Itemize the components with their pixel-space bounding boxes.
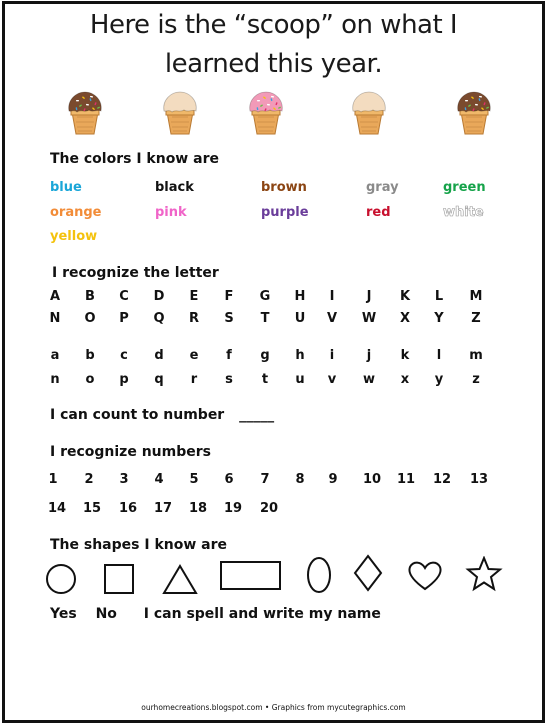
number-5: 5 bbox=[189, 472, 199, 487]
letter-lower-j: j bbox=[366, 348, 372, 363]
square-icon bbox=[102, 562, 136, 596]
number-10: 10 bbox=[362, 472, 382, 487]
color-word-brown: brown bbox=[261, 180, 307, 195]
number-3: 3 bbox=[119, 472, 129, 487]
shapes-heading: The shapes I know are bbox=[50, 537, 227, 553]
letter-lower-o: o bbox=[85, 372, 95, 387]
number-18: 18 bbox=[188, 501, 208, 516]
letter-lower-s: s bbox=[225, 372, 233, 387]
letter-lower-d: d bbox=[154, 348, 164, 363]
letter-lower-x: x bbox=[400, 372, 410, 387]
letter-upper-a: A bbox=[49, 289, 61, 304]
letter-lower-h: h bbox=[295, 348, 305, 363]
letter-lower-a: a bbox=[50, 348, 60, 363]
color-word-purple: purple bbox=[261, 205, 309, 220]
letter-upper-i: I bbox=[329, 289, 335, 304]
number-2: 2 bbox=[84, 472, 94, 487]
footer-credit: ourhomecreations.blogspot.com • Graphics from mycutegraphics.com bbox=[141, 703, 406, 712]
letter-upper-o: O bbox=[84, 311, 96, 326]
triangle-icon bbox=[161, 562, 199, 596]
letter-lower-k: k bbox=[400, 348, 410, 363]
number-14: 14 bbox=[47, 501, 67, 516]
letter-upper-j: J bbox=[366, 289, 372, 304]
letter-lower-z: z bbox=[472, 372, 480, 387]
number-20: 20 bbox=[259, 501, 279, 516]
number-4: 4 bbox=[154, 472, 164, 487]
letter-upper-p: P bbox=[119, 311, 129, 326]
letter-lower-t: t bbox=[261, 372, 269, 387]
vanilla-ice-cream-cone-icon bbox=[159, 90, 201, 136]
letter-lower-c: c bbox=[120, 348, 128, 363]
letter-lower-y: y bbox=[434, 372, 444, 387]
chocolate-sprinkle-ice-cream-cone-icon bbox=[64, 90, 106, 136]
letter-upper-e: E bbox=[189, 289, 199, 304]
letter-upper-l: L bbox=[434, 289, 444, 304]
letter-lower-p: p bbox=[119, 372, 129, 387]
color-word-green: green bbox=[443, 180, 486, 195]
color-word-gray: gray bbox=[366, 180, 399, 195]
letter-upper-q: Q bbox=[153, 311, 165, 326]
letter-upper-h: H bbox=[294, 289, 306, 304]
letter-upper-y: Y bbox=[434, 311, 444, 326]
letter-lower-l: l bbox=[436, 348, 442, 363]
number-12: 12 bbox=[432, 472, 452, 487]
number-16: 16 bbox=[118, 501, 138, 516]
color-word-black: black bbox=[155, 180, 194, 195]
diamond-icon bbox=[352, 554, 384, 592]
letter-upper-w: W bbox=[361, 311, 377, 326]
heart-icon bbox=[406, 560, 444, 592]
letter-upper-r: R bbox=[188, 311, 199, 326]
chocolate-sprinkle-ice-cream-cone-icon bbox=[453, 90, 495, 136]
letter-upper-k: K bbox=[399, 289, 411, 304]
letter-lower-g: g bbox=[260, 348, 270, 363]
color-word-red: red bbox=[366, 205, 391, 220]
name-skill-label: I can spell and write my name bbox=[143, 606, 381, 622]
letter-lower-q: q bbox=[154, 372, 164, 387]
number-19: 19 bbox=[223, 501, 243, 516]
letter-lower-e: e bbox=[189, 348, 199, 363]
worksheet-title-line-1: Here is the “scoop” on what I bbox=[89, 10, 458, 40]
letter-upper-g: G bbox=[259, 289, 271, 304]
number-11: 11 bbox=[396, 472, 416, 487]
letter-upper-b: B bbox=[85, 289, 95, 304]
pink-sprinkle-ice-cream-cone-icon bbox=[245, 90, 287, 136]
color-word-pink: pink bbox=[155, 205, 187, 220]
yes-option: Yes bbox=[50, 606, 77, 622]
letter-upper-s: S bbox=[224, 311, 234, 326]
number-8: 8 bbox=[295, 472, 305, 487]
number-7: 7 bbox=[260, 472, 270, 487]
circle-icon bbox=[44, 562, 78, 596]
number-9: 9 bbox=[328, 472, 338, 487]
number-6: 6 bbox=[224, 472, 234, 487]
count-blank: _____ bbox=[239, 407, 275, 423]
count-label bbox=[50, 407, 274, 423]
letter-upper-m: M bbox=[469, 289, 483, 304]
letter-upper-n: N bbox=[49, 311, 61, 326]
rectangle-icon bbox=[219, 560, 283, 592]
letter-lower-b: b bbox=[85, 348, 95, 363]
letter-upper-t: T bbox=[260, 311, 270, 326]
color-word-white: white bbox=[443, 205, 484, 220]
star-icon bbox=[465, 556, 503, 592]
letter-upper-u: U bbox=[294, 311, 306, 326]
letter-lower-r: r bbox=[190, 372, 198, 387]
number-13: 13 bbox=[469, 472, 489, 487]
color-word-orange: orange bbox=[50, 205, 102, 220]
number-15: 15 bbox=[82, 501, 102, 516]
name-section bbox=[50, 606, 381, 622]
letter-upper-d: D bbox=[153, 289, 165, 304]
letter-lower-i: i bbox=[329, 348, 335, 363]
letter-upper-x: X bbox=[399, 311, 411, 326]
letter-lower-w: w bbox=[362, 372, 375, 387]
letter-upper-c: C bbox=[119, 289, 129, 304]
number-1: 1 bbox=[48, 472, 58, 487]
no-option: No bbox=[95, 606, 117, 622]
letters-heading: I recognize the letter bbox=[52, 265, 219, 281]
numbers-heading: I recognize numbers bbox=[50, 444, 211, 460]
letter-lower-m: m bbox=[469, 348, 483, 363]
letter-upper-v: V bbox=[326, 311, 338, 326]
colors-heading: The colors I know are bbox=[50, 151, 219, 167]
worksheet-title-line-2: learned this year. bbox=[164, 49, 383, 79]
count-label-text: I can count to number bbox=[50, 407, 225, 423]
letter-lower-f: f bbox=[226, 348, 232, 363]
letter-lower-v: v bbox=[327, 372, 337, 387]
color-word-yellow: yellow bbox=[50, 229, 98, 244]
number-17: 17 bbox=[153, 501, 173, 516]
letter-lower-u: u bbox=[295, 372, 305, 387]
color-word-blue: blue bbox=[50, 180, 82, 195]
letter-upper-z: Z bbox=[471, 311, 481, 326]
oval-icon bbox=[305, 555, 333, 595]
letter-lower-n: n bbox=[50, 372, 60, 387]
vanilla-ice-cream-cone-icon bbox=[348, 90, 390, 136]
letter-upper-f: F bbox=[224, 289, 234, 304]
